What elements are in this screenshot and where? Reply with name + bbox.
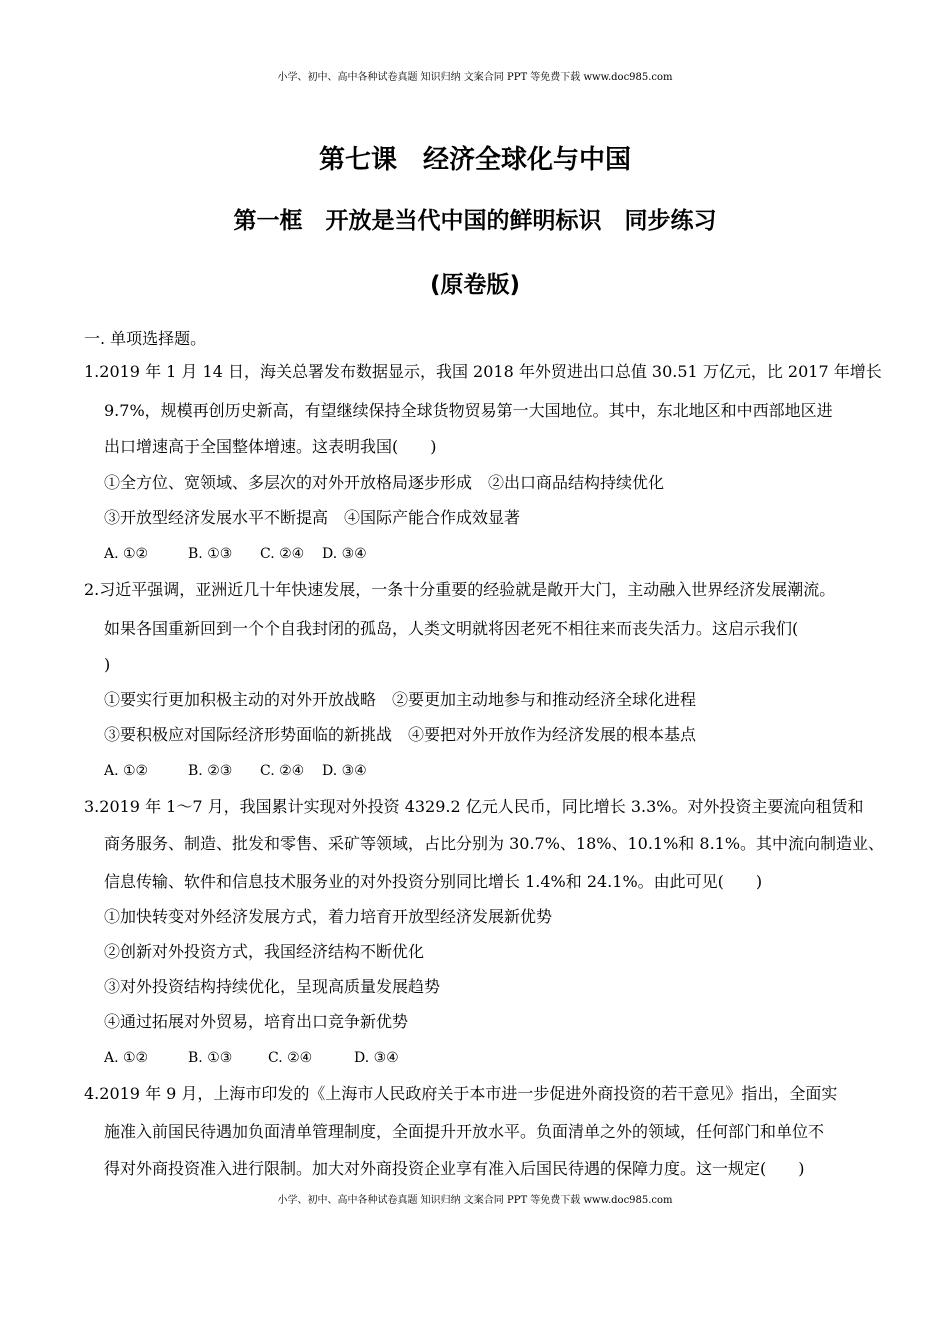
- question-text-line: 得对外商投资准入进行限制。加大对外商投资企业享有准入后国民待遇的保障力度。这一规定( ): [104, 1159, 805, 1178]
- statement-item: ①加快转变对外经济发展方式，着力培育开放型经济发展新优势: [104, 907, 553, 926]
- answer-options: [104, 761, 367, 781]
- question-text-line: 施准入前国民待遇加负面清单管理制度，全面提升开放水平。负面清单之外的领域，任何部门和单位不: [104, 1122, 825, 1141]
- page-header: 小学、初中、高中各种试卷真题 知识归纳 文案合同 PPT 等免费下载 www.doc985.com: [277, 72, 673, 83]
- question-text-line: 1.2019 年 1 月 14 日，海关总署发布数据显示，我国 2018 年外贸进出口总值 30.51 万亿元，比 2017 年增长: [84, 362, 882, 381]
- version-label: (原卷版): [429, 272, 521, 298]
- option-c: C. ②④: [260, 763, 305, 779]
- option-b: B. ①③: [188, 546, 233, 562]
- answer-options: [104, 1048, 399, 1068]
- option-a: A. ①②: [104, 546, 149, 562]
- question-text-line: 4.2019 年 9 月，上海市印发的《上海市人民政府关于本市进一步促进外商投资的若干意见》指出，全面实: [84, 1084, 838, 1103]
- page-footer: 小学、初中、高中各种试卷真题 知识归纳 文案合同 PPT 等免费下载 www.doc985.com: [277, 1195, 673, 1206]
- section-heading: 一. 单项选择题。: [84, 329, 207, 348]
- statement-item: ④通过拓展对外贸易，培育出口竞争新优势: [104, 1012, 409, 1031]
- option-d: D. ③④: [354, 1050, 399, 1066]
- answer-options: [104, 544, 367, 564]
- option-a: A. ①②: [104, 1050, 149, 1066]
- question-text-line: ): [104, 655, 111, 674]
- question-text-line: 3.2019 年 1～7 月，我国累计实现对外投资 4329.2 亿元人民币，同比增长 3.3%。对外投资主要流向租赁和: [84, 797, 864, 816]
- option-d: D. ③④: [322, 546, 367, 562]
- statement-item: ③对外投资结构持续优化，呈现高质量发展趋势: [104, 977, 441, 996]
- lesson-title: 第七课 经济全球化与中国: [318, 145, 631, 175]
- option-b: B. ②③: [188, 763, 233, 779]
- question-text-line: 出口增速高于全国整体增速。这表明我国( ): [104, 437, 437, 456]
- statement-item: ①要实行更加积极主动的对外开放战略 ②要更加主动地参与和推动经济全球化进程: [104, 690, 697, 709]
- statement-item: ①全方位、宽领域、多层次的对外开放格局逐步形成 ②出口商品结构持续优化: [104, 473, 665, 492]
- option-b: B. ①③: [188, 1050, 233, 1066]
- option-c: C. ②④: [268, 1050, 313, 1066]
- statement-item: ②创新对外投资方式，我国经济结构不断优化: [104, 942, 425, 961]
- lesson-subtitle: 第一框 开放是当代中国的鲜明标识 同步练习: [233, 208, 717, 234]
- statement-item: ③开放型经济发展水平不断提高 ④国际产能合作成效显著: [104, 508, 521, 527]
- question-text-line: 信息传输、软件和信息技术服务业的对外投资分别同比增长 1.4%和 24.1%。由此可见( ): [104, 872, 763, 891]
- question-text-line: 商务服务、制造、批发和零售、采矿等领域，占比分别为 30.7%、18%、10.1%和 8.1%。其中流向制造业、: [104, 834, 885, 853]
- statement-item: ③要积极应对国际经济形势面临的新挑战 ④要把对外开放作为经济发展的根本基点: [104, 725, 697, 744]
- question-text-line: 9.7%，规模再创历史新高，有望继续保持全球货物贸易第一大国地位。其中，东北地区和中西部地区进: [104, 401, 833, 420]
- option-d: D. ③④: [322, 763, 367, 779]
- question-text-line: 2.习近平强调，亚洲近几十年快速发展，一条十分重要的经验就是敞开大门，主动融入世界经济发展潮流。: [84, 580, 836, 599]
- option-a: A. ①②: [104, 763, 149, 779]
- option-c: C. ②④: [260, 546, 305, 562]
- question-text-line: 如果各国重新回到一个个自我封闭的孤岛，人类文明就将因老死不相往来而丧失活力。这启示我们(: [104, 619, 799, 638]
